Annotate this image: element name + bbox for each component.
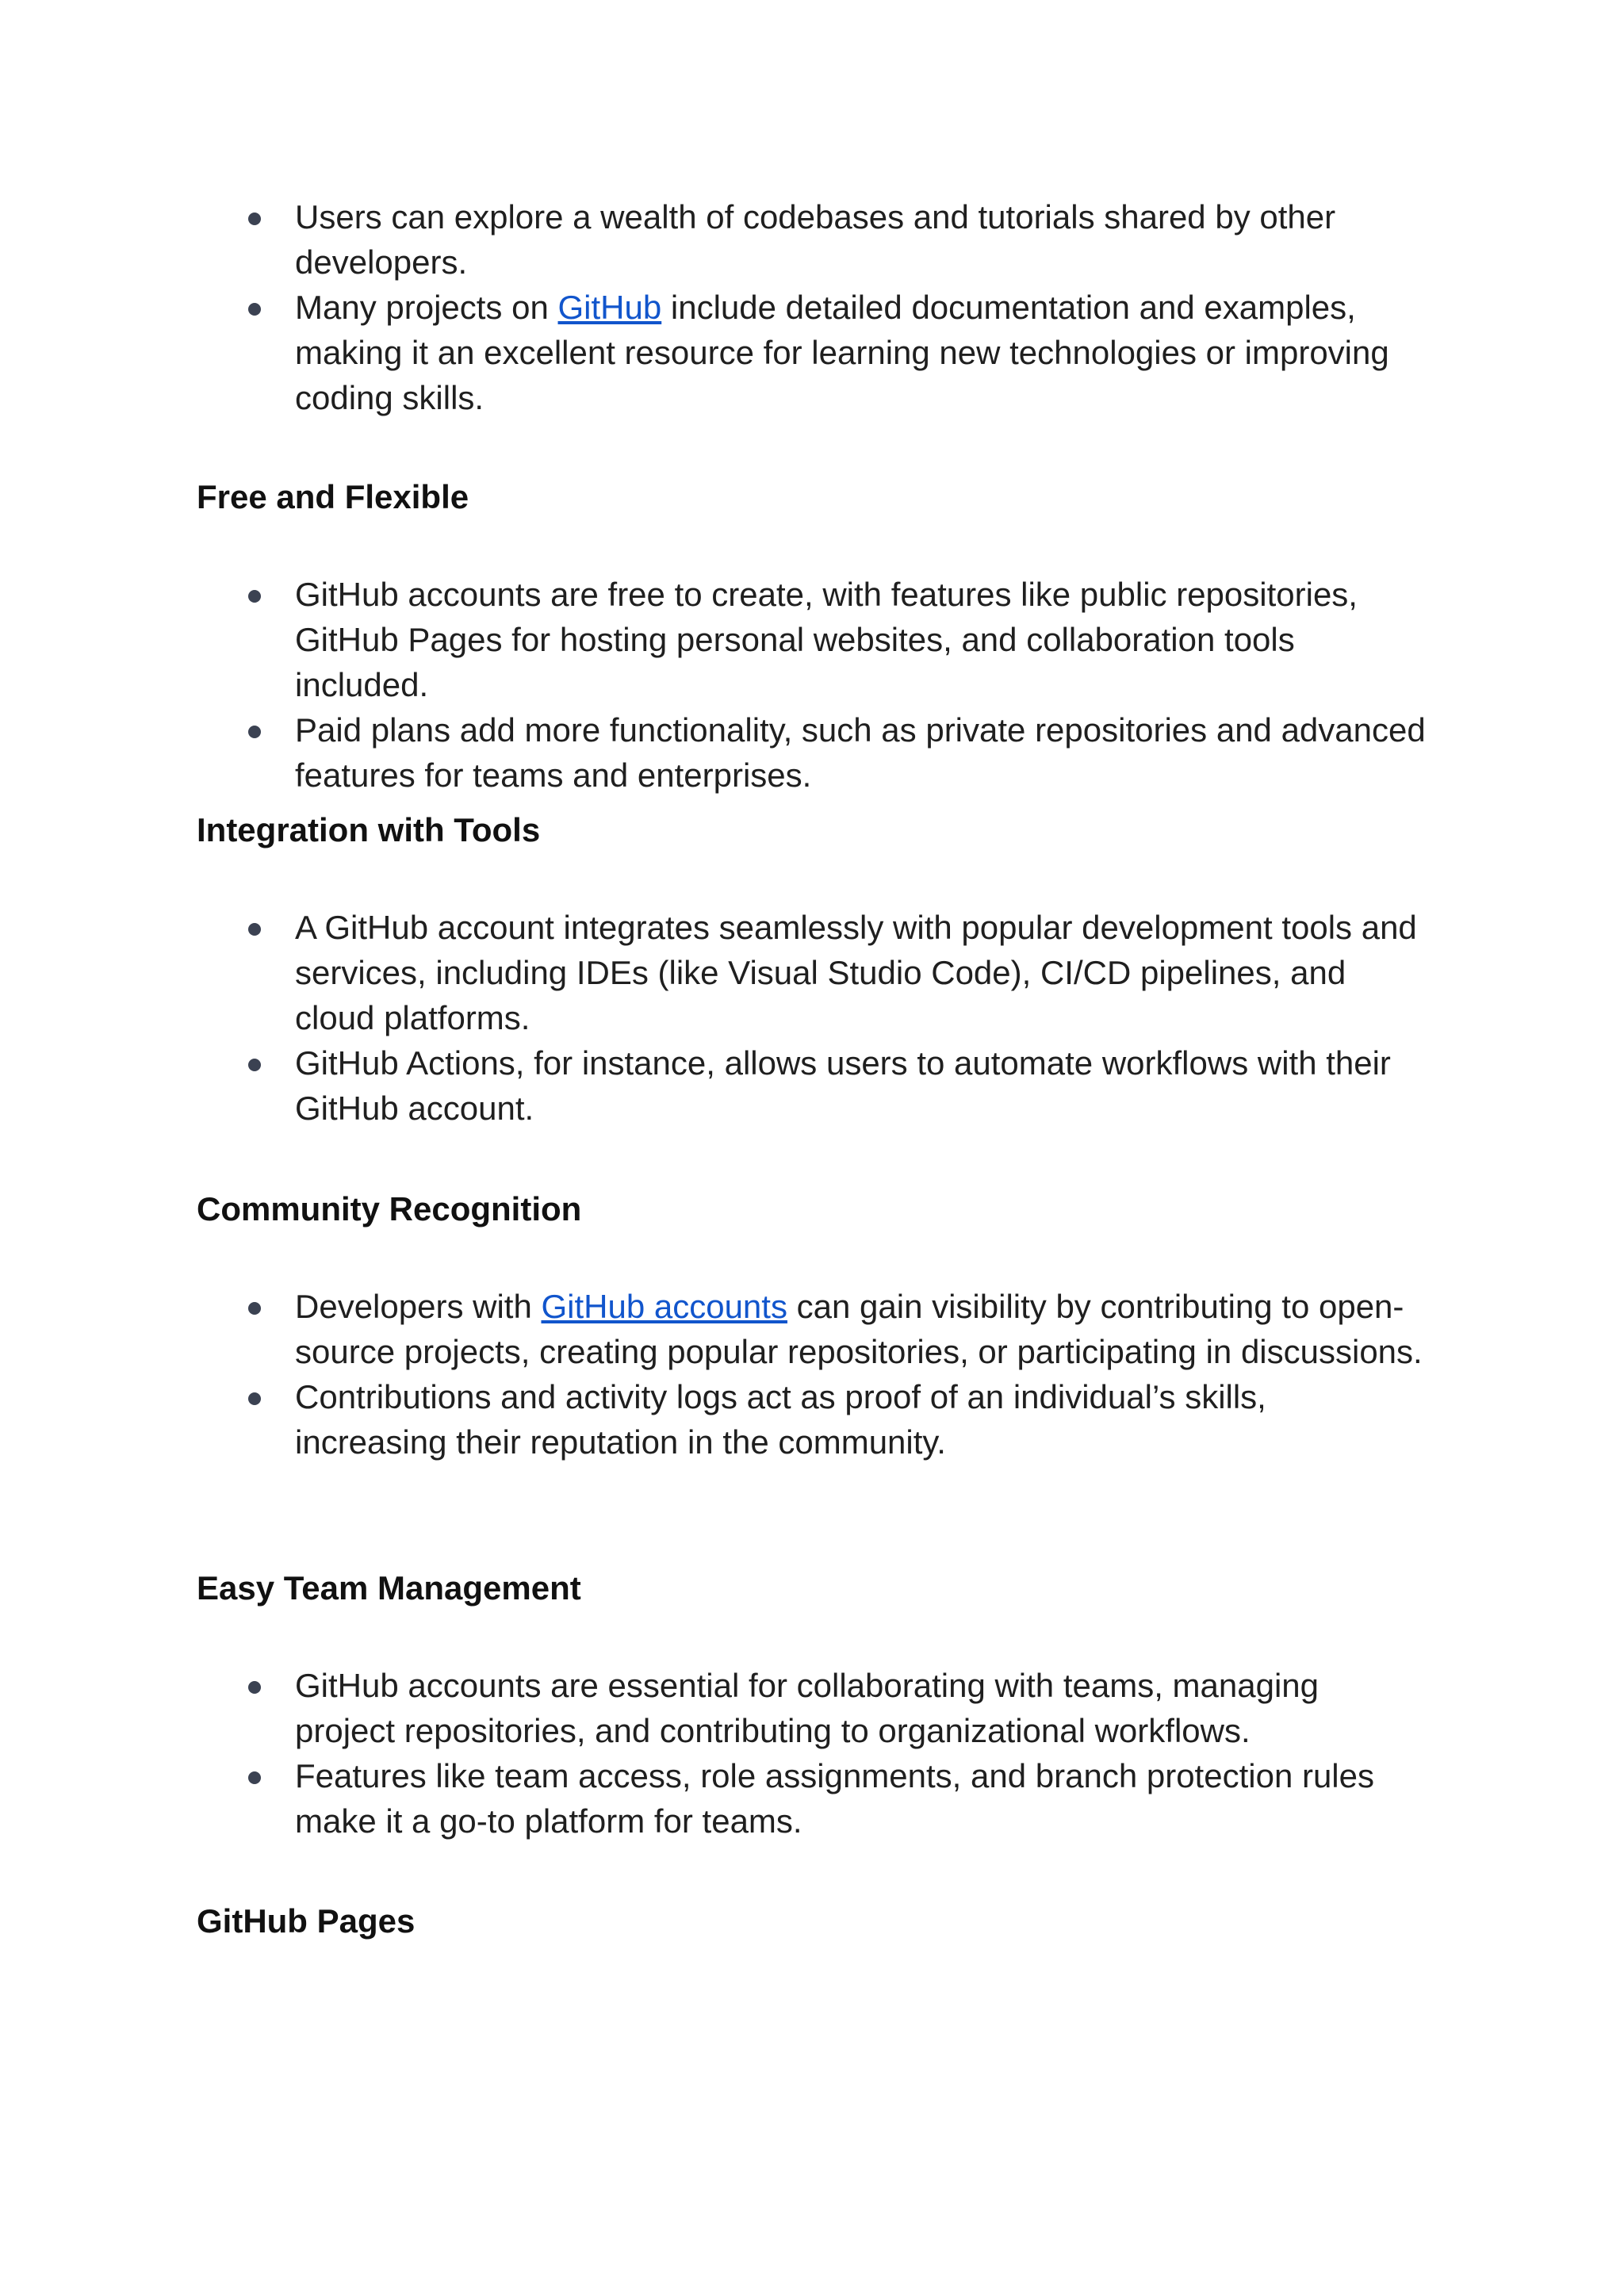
list-item (0, 1663, 1624, 1753)
bullet-icon (248, 726, 261, 738)
bullet-icon (248, 303, 261, 316)
list-item-text: Paid plans add more functionality, such as private repositories and advanced features for teams and enterprises. (295, 711, 1426, 794)
github-accounts-link[interactable]: GitHub accounts (541, 1288, 787, 1325)
bullet-icon (248, 1681, 261, 1694)
community-bullet-list (0, 1284, 1624, 1465)
list-item-text: A GitHub account integrates seamlessly with popular development tools and services, including IDEs (like Visual Studio Code), CI/CD pipelines, and cloud platforms. (295, 909, 1417, 1036)
section-heading-easy-team-management: Easy Team Management (197, 1569, 581, 1607)
list-item (0, 1284, 1624, 1374)
section-heading-integration-with-tools: Integration with Tools (197, 811, 541, 848)
bullet-icon (248, 1059, 261, 1071)
integration-bullet-list (0, 905, 1624, 1131)
list-item-text: GitHub accounts are essential for collaborating with teams, managing project repositories, and contributing to organizational workflows. (295, 1667, 1320, 1749)
list-item-text-after: can gain visibility by contributing to open-source projects, creating popular repositories, or participating in discussions. (295, 1288, 1423, 1370)
list-item (0, 1040, 1624, 1131)
list-item-text: Users can explore a wealth of codebases and tutorials shared by other developers. (295, 198, 1336, 281)
integration-list-block (0, 905, 1624, 1131)
list-item-text: GitHub accounts are free to create, with features like public repositories, GitHub Pages for hosting personal websites, and collaboration tools included. (295, 576, 1358, 703)
free-and-flexible-list-block (0, 572, 1624, 798)
bullet-icon (248, 590, 261, 603)
list-item-text-before: Many projects on (295, 289, 558, 326)
team-management-list-block (0, 1663, 1624, 1844)
list-item (0, 1753, 1624, 1844)
community-list-block (0, 1284, 1624, 1465)
github-link[interactable]: GitHub (557, 289, 662, 326)
list-item-text: Features like team access, role assignments, and branch protection rules make it a go-to platform for teams. (295, 1757, 1375, 1840)
team-management-bullet-list (0, 1663, 1624, 1844)
list-item (0, 194, 1624, 285)
bullet-icon (248, 213, 261, 225)
bullet-icon (248, 1392, 261, 1405)
list-item-text-after: include detailed documentation and examples, making it an excellent resource for learning new technologies or improving coding skills. (295, 289, 1389, 416)
bullet-icon (248, 1771, 261, 1784)
list-item (0, 572, 1624, 707)
bullet-icon (248, 1302, 261, 1315)
bullet-icon (248, 923, 261, 936)
list-item (0, 1374, 1624, 1465)
list-item-text: GitHub Actions, for instance, allows users to automate workflows with their GitHub account. (295, 1044, 1391, 1127)
list-item (0, 905, 1624, 1040)
list-item-text-before: Developers with (295, 1288, 542, 1325)
free-and-flexible-bullet-list (0, 572, 1624, 798)
intro-list-block (0, 194, 1624, 420)
list-item-text: Contributions and activity logs act as proof of an individual’s skills, increasing their reputation in the community. (295, 1378, 1266, 1461)
list-item (0, 285, 1624, 420)
section-heading-free-and-flexible: Free and Flexible (197, 478, 469, 515)
intro-bullet-list (0, 194, 1624, 420)
list-item (0, 707, 1624, 798)
section-heading-github-pages: GitHub Pages (197, 1902, 416, 1940)
section-heading-community-recognition: Community Recognition (197, 1190, 582, 1227)
